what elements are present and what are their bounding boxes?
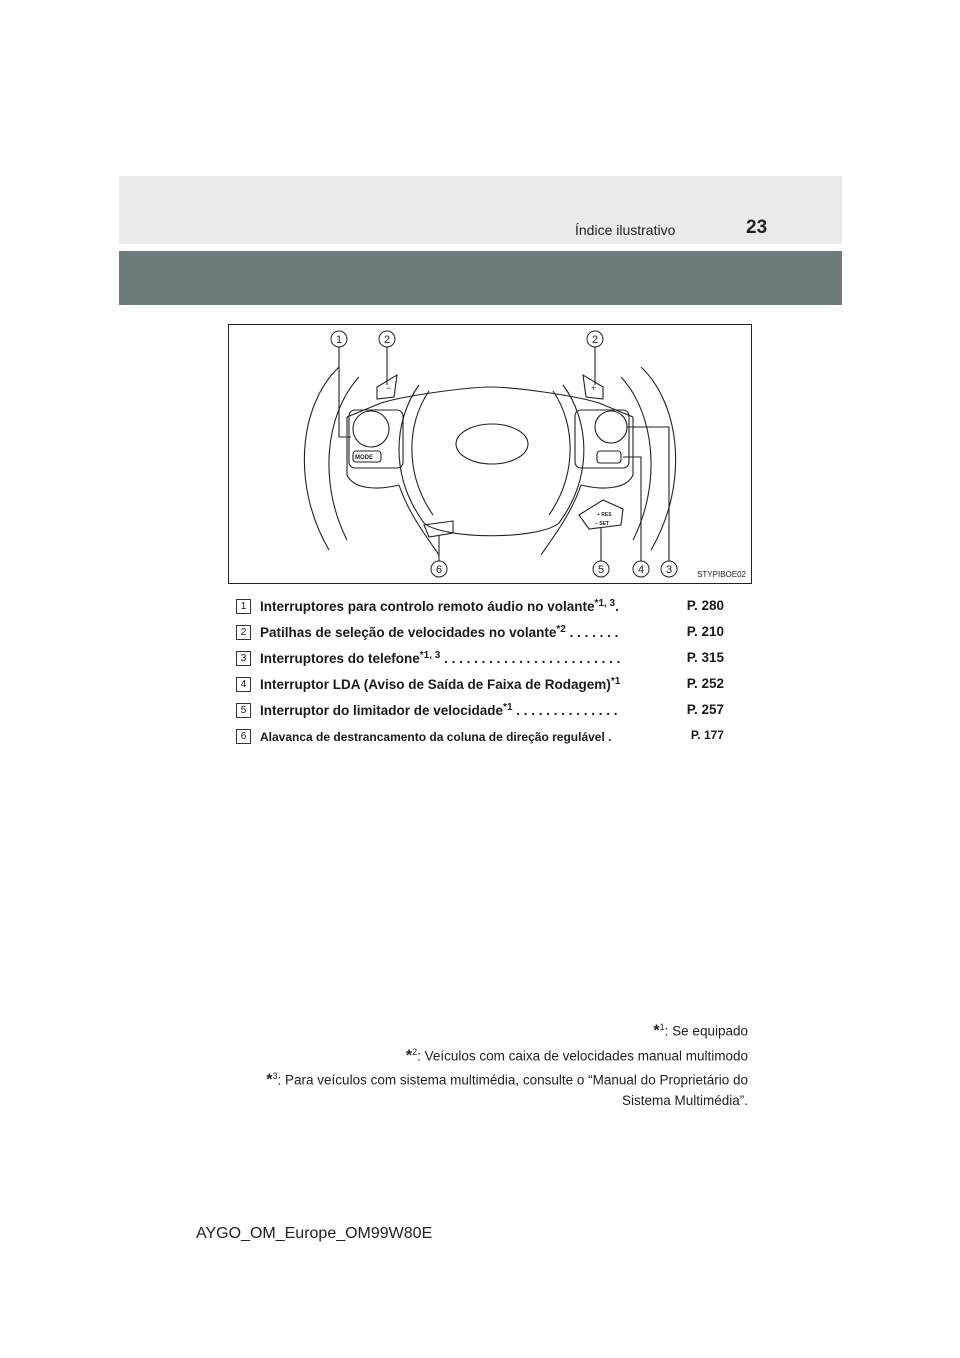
legend-item bbox=[236, 598, 724, 624]
legend-item bbox=[236, 728, 724, 754]
item-page-ref[interactable]: P. 252 bbox=[686, 676, 724, 691]
steering-wheel-figure bbox=[228, 324, 752, 584]
leader-4 bbox=[623, 457, 641, 561]
callout-1: 1 bbox=[335, 334, 343, 346]
footnote-continuation bbox=[188, 1091, 748, 1111]
footnote bbox=[188, 1066, 748, 1091]
item-number: 2 bbox=[236, 625, 251, 640]
item-label: Interruptores do telefone bbox=[260, 651, 420, 666]
item-footnote-mark: *1, 3 bbox=[594, 598, 616, 609]
airbag-hub bbox=[399, 385, 584, 536]
item-text bbox=[260, 650, 683, 666]
left-spoke bbox=[347, 417, 399, 488]
footnote-text: : Se equipado bbox=[664, 1023, 748, 1039]
callout-3: 3 bbox=[665, 564, 673, 576]
page-number: 23 bbox=[746, 217, 768, 238]
legend-item bbox=[236, 650, 724, 676]
item-text bbox=[260, 702, 683, 718]
footnote-text: Sistema Multimédia”. bbox=[621, 1092, 748, 1108]
lda-button bbox=[597, 451, 621, 463]
footnote bbox=[188, 1017, 748, 1042]
legend-item bbox=[236, 624, 724, 650]
item-dots: . bbox=[615, 599, 619, 614]
footnotes bbox=[188, 1017, 748, 1111]
callout-6: 6 bbox=[435, 564, 443, 576]
item-text bbox=[260, 598, 683, 614]
limiter-label-bottom: − SET bbox=[595, 521, 610, 527]
footnote-number: 2 bbox=[412, 1046, 418, 1057]
item-number: 5 bbox=[236, 703, 251, 718]
item-number: 4 bbox=[236, 677, 251, 692]
callout-2-left: 2 bbox=[383, 334, 391, 346]
hub-line-left bbox=[412, 391, 433, 515]
footnote bbox=[188, 1042, 748, 1067]
item-page-ref[interactable]: P. 210 bbox=[686, 624, 724, 639]
section-title: Índice ilustrativo bbox=[575, 222, 676, 238]
legend-item bbox=[236, 702, 724, 728]
footnote-number: 1 bbox=[659, 1022, 665, 1032]
item-label: Patilhas de seleção de velocidades no volante bbox=[260, 625, 557, 640]
footnote-star: * bbox=[266, 1071, 273, 1089]
item-number: 6 bbox=[236, 729, 251, 744]
item-footnote-mark: *1, 3 bbox=[419, 650, 441, 661]
item-number: 1 bbox=[236, 599, 251, 614]
phone-switch-dial bbox=[595, 411, 627, 443]
item-text bbox=[260, 728, 687, 744]
item-page-ref[interactable]: P. 177 bbox=[690, 728, 724, 742]
legend-item bbox=[236, 676, 724, 702]
logo-oval bbox=[456, 424, 528, 464]
item-label: Interruptor LDA (Aviso de Saída de Faixa de Rodagem) bbox=[260, 677, 611, 692]
item-page-ref[interactable]: P. 257 bbox=[686, 702, 724, 717]
rim-right-inner bbox=[621, 377, 651, 540]
footnote-text: : Veículos com caixa de velocidades manual multimodo bbox=[417, 1048, 748, 1063]
item-label: Interruptor do limitador de velocidade bbox=[260, 703, 504, 718]
audio-switch-dial bbox=[353, 411, 389, 447]
legend-list bbox=[236, 598, 724, 754]
item-text bbox=[260, 676, 683, 692]
right-spoke bbox=[581, 417, 633, 488]
rim-right-outer bbox=[641, 367, 676, 550]
item-page-ref[interactable]: P. 280 bbox=[686, 598, 724, 613]
item-dots: . . . . . . . . . . . . . . . . . . . . . . . . bbox=[440, 651, 621, 666]
paddle-minus-label: − bbox=[386, 383, 392, 393]
item-page-ref[interactable]: P. 315 bbox=[686, 650, 724, 665]
item-footnote-mark: *1 bbox=[610, 676, 621, 687]
limiter-label-top: + RES bbox=[597, 512, 612, 518]
mode-label: MODE bbox=[355, 455, 373, 461]
footnote-number: 3 bbox=[272, 1071, 278, 1081]
callout-4: 4 bbox=[637, 564, 645, 576]
hub-line-right bbox=[549, 391, 570, 515]
callout-5: 5 bbox=[597, 564, 605, 576]
steering-wheel-illustration bbox=[229, 325, 751, 583]
item-dots: . bbox=[604, 730, 612, 744]
item-dots: . . . . . . . bbox=[565, 625, 619, 640]
item-label: Interruptores para controlo remoto áudio no volante bbox=[260, 599, 595, 614]
header-band bbox=[119, 176, 842, 244]
footnote-star: * bbox=[405, 1047, 413, 1064]
tilt-lever bbox=[424, 521, 453, 537]
item-label: Alavanca de destrancamento da coluna de direção regulável bbox=[260, 730, 605, 744]
item-footnote-mark: *1 bbox=[503, 702, 513, 713]
figure-code: STYPIBOE02 bbox=[697, 570, 746, 579]
item-dots: . . . . . . . . . . . . . . bbox=[512, 703, 618, 718]
item-footnote-mark: *2 bbox=[556, 624, 566, 635]
footnote-text: : Para veículos com sistema multimédia, consulte o “Manual do Proprietário do bbox=[277, 1072, 748, 1088]
document-id: AYGO_OM_Europe_OM99W80E bbox=[196, 1225, 433, 1242]
footnote-star: * bbox=[653, 1022, 660, 1040]
rim-left-outer bbox=[304, 367, 339, 550]
lower-spoke-left bbox=[399, 485, 439, 555]
section-band bbox=[119, 251, 842, 305]
paddle-plus-label: + bbox=[591, 383, 597, 393]
item-text bbox=[260, 624, 683, 640]
callout-2-right: 2 bbox=[591, 334, 599, 346]
item-number: 3 bbox=[236, 651, 251, 666]
